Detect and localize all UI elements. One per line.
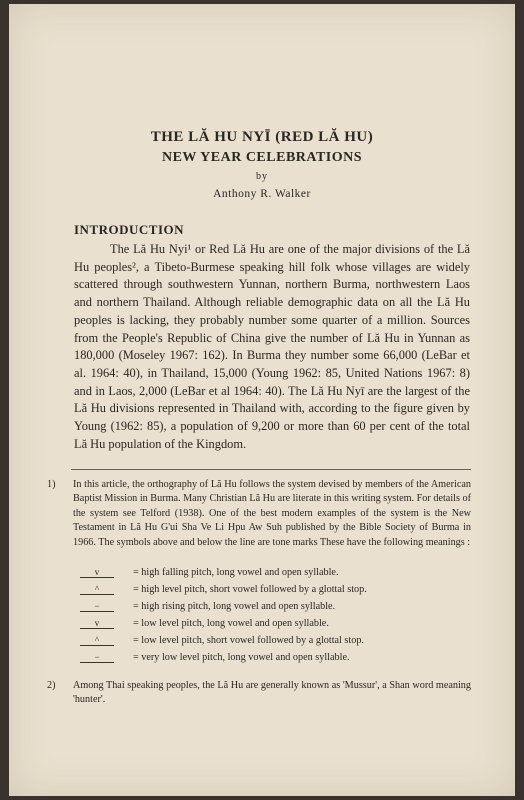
- tone-mark-meaning: = low level pitch, short vowel followed by a glottal stop.: [133, 635, 364, 646]
- article-title: THE LĂ HU NYĪ (RED LĂ HU): [150, 129, 374, 145]
- tone-mark-meaning: = very low level pitch, long vowel and open syllable.: [133, 652, 350, 663]
- tone-mark-row: [80, 652, 350, 666]
- intro-body: [74, 241, 470, 453]
- tone-mark-symbol: v: [80, 618, 114, 629]
- tone-mark-symbol: v: [80, 567, 114, 578]
- tone-mark-row: [80, 618, 329, 632]
- footnote-2: [47, 679, 471, 708]
- footnote-1-number: 1): [47, 479, 56, 490]
- tone-mark-meaning: = high falling pitch, long vowel and open syllable.: [133, 567, 339, 578]
- tone-mark-row: [80, 601, 336, 615]
- tone-mark-symbol: ^: [80, 584, 114, 595]
- book-page: [9, 4, 515, 796]
- tone-mark-row: [80, 567, 339, 581]
- tone-mark-meaning: = low level pitch, long vowel and open syllable.: [133, 618, 329, 629]
- footnote-divider: [71, 469, 471, 470]
- article-subtitle: NEW YEAR CELEBRATIONS: [161, 150, 363, 165]
- byline-by: by: [256, 171, 268, 182]
- tone-mark-symbol: −: [80, 601, 114, 612]
- tone-mark-symbol: ^: [80, 635, 114, 646]
- section-heading: INTRODUCTION: [74, 222, 185, 237]
- footnote-1-text: In this article, the orthography of Lă Hu follows the system devised by members of the American Baptist Mission in Burma. Many Christian Lă Hu are literate in this writing system. For details of the system see Telford (1938). One of the best modern examples of the system is the New Testament in Lă Hu G'ui Sha Ve Li Hpu Aw Suh published by the Bible Society of Burma in 1966. The symbols above and below the line are tone marks These have the following meanings :: [73, 479, 471, 548]
- tone-mark-meaning: = high rising pitch, long vowel and open syllable.: [133, 601, 336, 612]
- tone-mark-meaning: = high level pitch, short vowel followed by a glottal stop.: [133, 584, 367, 595]
- tone-mark-row: [80, 584, 367, 598]
- intro-paragraph: The Lă Hu Nyi¹ or Red Lă Hu are one of the major divisions of the Lă Hu peoples², a Tibeto-Burmese speaking hill folk whose villages are widely scattered through southwestern Yunnan, northern Burma, northwestern Laos and northern Thailand. Although reliable demographic data on all the Lă Hu peoples is lacking, they probably number some quarter of a million. Sources from the People's Republic of China give the number of Lă Hu in Yunnan as 180,000 (Moseley 1967: 162). In Burma they number some 66,000 (LeBar et al. 1964: 40), in Thailand, 15,000 (Young 1962: 85, United Nations 1967: 8) and in Laos, 2,000 (LeBar et al 1964: 40). The Lă Hu Nyī are the largest of the Lă Hu divisions represented in Thailand with, according to the figure given by Young (1962: 85), a population of 9,200 or more than 60 per cent of the total Lă Hu population of the Kingdom.: [74, 242, 470, 451]
- tone-mark-row: [80, 635, 364, 649]
- footnote-1: [47, 478, 471, 550]
- footnote-2-number: 2): [47, 680, 56, 691]
- tone-mark-symbol: −: [80, 652, 114, 663]
- footnote-2-text: Among Thai speaking peoples, the Lă Hu are generally known as 'Mussur', a Shan word meaning 'hunter'.: [73, 680, 471, 706]
- author-name: Anthony R. Walker: [213, 188, 311, 200]
